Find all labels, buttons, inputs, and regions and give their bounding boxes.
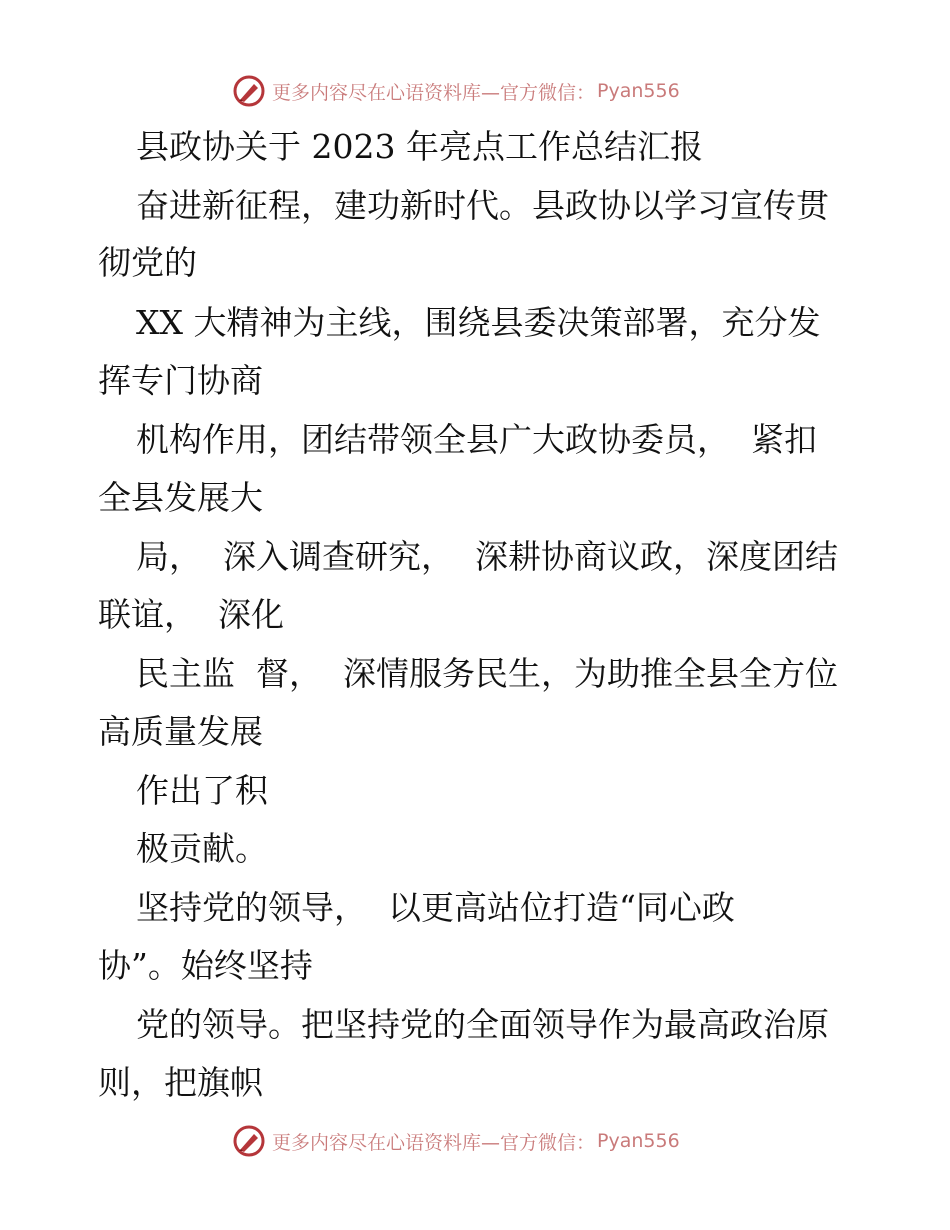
pen-logo-icon — [232, 1124, 266, 1158]
text-line: 作出了积 — [136, 771, 268, 810]
text-line: 全县发展大 — [98, 478, 263, 517]
text-line: 民主监 督， 深情服务民生，为助推全县全方位 — [136, 654, 838, 693]
text-line: 彻党的 — [98, 243, 197, 282]
text-line: 联谊， 深化 — [98, 595, 284, 634]
text-line: 坚持党的领导， 以更高站位打造“同心政 — [136, 888, 735, 927]
text-line: 高质量发展 — [98, 712, 263, 751]
text-line: 协”。始终坚持 — [98, 946, 313, 985]
text-line: 机构作用，团结带领全县广大政协委员， 紧扣 — [136, 420, 817, 459]
watermark-text: 更多内容尽在心语资料库—官方微信： — [272, 81, 596, 104]
watermark-id: Pyan556 — [597, 80, 680, 102]
text-line: 党的领导。把坚持党的全面领导作为最高政治原 — [136, 1005, 829, 1044]
text-line: 则，把旗帜 — [98, 1063, 263, 1102]
text-line: 挥专门协商 — [98, 361, 263, 400]
watermark-id: Pyan556 — [597, 1130, 680, 1152]
header-watermark — [232, 71, 680, 111]
document-title: 县政协关于 2023 年亮点工作总结汇报 — [136, 127, 703, 166]
text-line: 极贡献。 — [136, 829, 268, 868]
text-line: 局， 深入调查研究， 深耕协商议政，深度团结 — [136, 537, 838, 576]
footer-watermark — [232, 1121, 680, 1161]
text-line: 奋进新征程，建功新时代。县政协以学习宣传贯 — [136, 186, 829, 225]
text-line: XX 大精神为主线，围绕县委决策部署，充分发 — [136, 303, 821, 342]
watermark-text: 更多内容尽在心语资料库—官方微信： — [272, 1131, 596, 1154]
pen-logo-icon — [232, 74, 266, 108]
